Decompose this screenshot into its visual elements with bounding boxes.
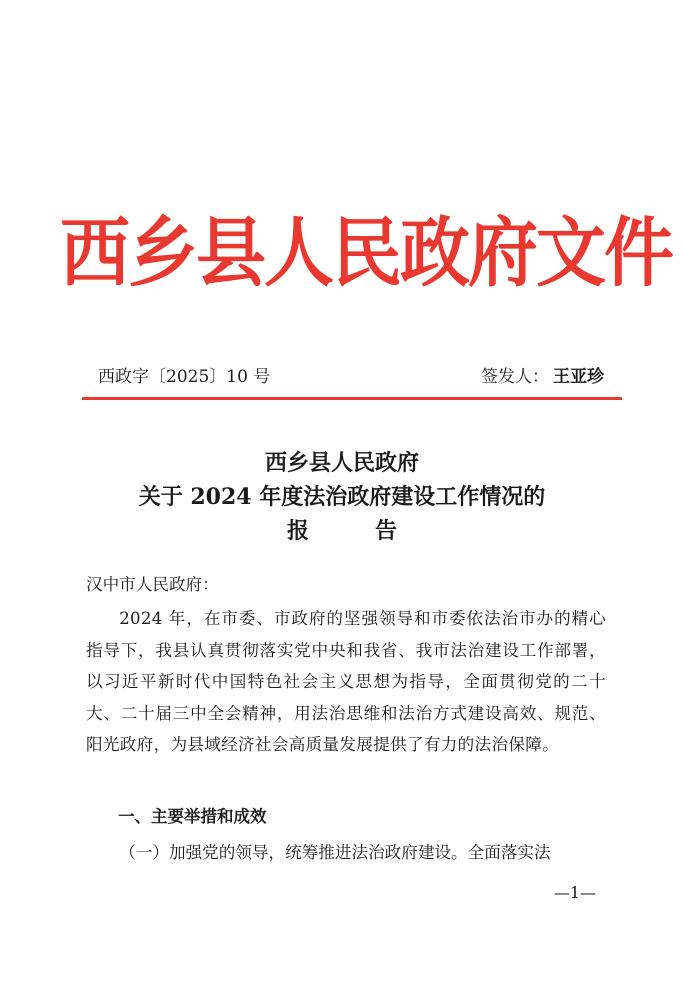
signer-label: 签发人： [481, 367, 549, 387]
signer-line [481, 364, 604, 390]
subsection-heading: （一）加强党的领导，统筹推进法治政府建设。全面落实法 [119, 843, 551, 862]
body-paragraph: 2024 年，在市委、市政府的坚强领导和市委依法治市办的精心指导下，我县认真贯彻落实党中央和我省、我市法治建设工作部署，以习近平新时代中国特色社会主义思想为指导，全面贯彻党的二十大、二十届三中全会精神，用法治思维和法治方式建设高效、规范、阳光政府，为县域经济社会高质量发展提供了有力的法治保障。 [86, 609, 606, 754]
page-number: —1— [553, 883, 596, 902]
title-line-3-part-a: 报 [286, 518, 309, 544]
section-heading: 一、主要举措和成效 [118, 807, 267, 826]
title-line-3 [60, 514, 624, 548]
title-line-2: 关于 2024 年度法治政府建设工作情况的 [138, 484, 546, 510]
signer-name: 王亚珍 [553, 367, 604, 387]
title-line-3-part-b: 告 [375, 518, 398, 544]
addressee: 汉中市人民政府： [86, 575, 219, 594]
red-divider-rule [82, 397, 622, 400]
title-line-1: 西乡县人民政府 [264, 450, 419, 476]
issuer-header: 西乡县人民政府文件 [60, 207, 672, 298]
document-number: 西政字〔2025〕10 号 [98, 367, 271, 387]
